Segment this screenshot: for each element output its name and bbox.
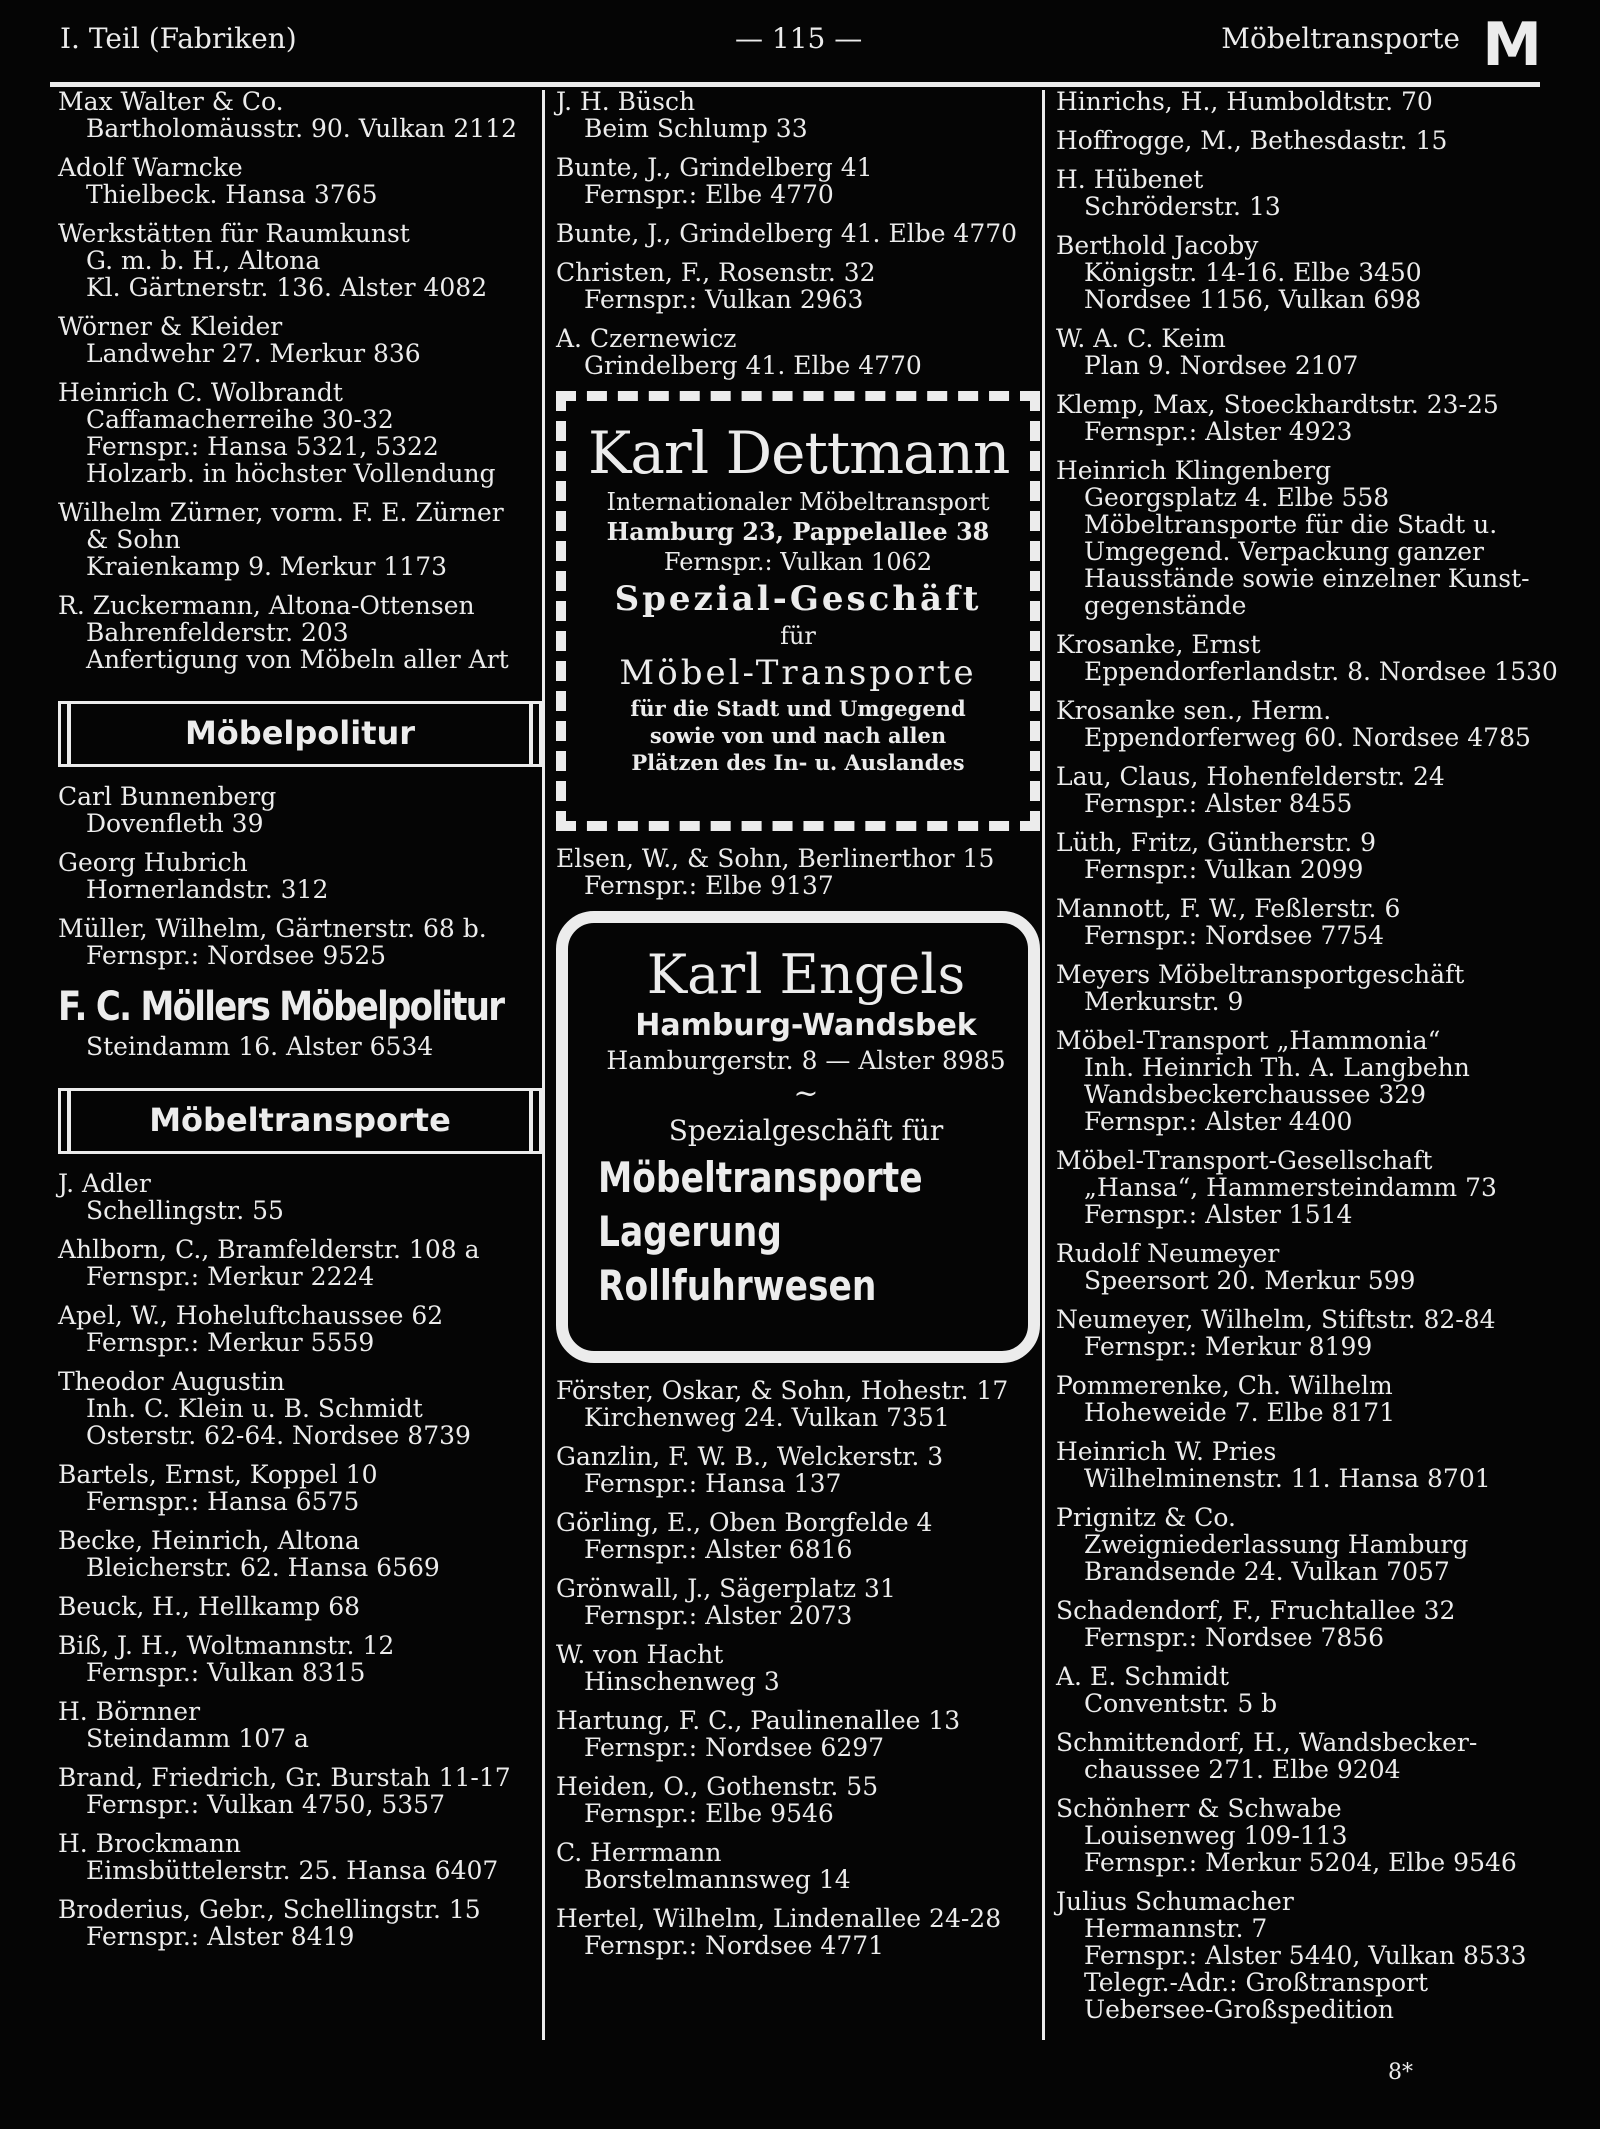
entry-name: Görling, E., Oben Borgfelde 4 [556, 1508, 933, 1537]
entry-detail: Hornerlandstr. 312 [86, 875, 329, 904]
directory-entry [1056, 391, 1556, 445]
entry-detail: Wandsbeckerchaussee 329 [1084, 1080, 1427, 1109]
entry-detail: gegenstände [1084, 591, 1247, 620]
entry-list [556, 845, 1040, 899]
moellers-title: F. C. Möllers Möbelpolitur [58, 984, 504, 1030]
entry-detail: Fernspr.: Elbe 9546 [584, 1799, 834, 1828]
directory-entry [1056, 895, 1556, 949]
ad-line: für die Stadt und Umgegend [630, 696, 966, 721]
entry-name: Grönwall, J., Sägerplatz 31 [556, 1574, 896, 1603]
entry-name: J. H. Büsch [556, 87, 696, 116]
directory-entry [58, 379, 542, 487]
entry-name: J. Adler [58, 1169, 151, 1198]
directory-entry [1056, 1372, 1556, 1426]
entry-detail: Anfertigung von Möbeln aller Art [86, 645, 509, 674]
entry-name: Werkstätten für Raumkunst [58, 219, 410, 248]
entry-name: H. Börnner [58, 1697, 201, 1726]
entry-detail: Eimsbüttelerstr. 25. Hansa 6407 [86, 1856, 499, 1885]
ad-karl-engels [556, 911, 1040, 1363]
directory-entry [1056, 232, 1556, 313]
entry-name: Max Walter & Co. [58, 87, 284, 116]
entry-name: Bunte, J., Grindelberg 41. Elbe 4770 [556, 219, 1018, 248]
swash-ornament-icon: ~ [793, 1076, 819, 1111]
entry-name: Christen, F., Rosenstr. 32 [556, 258, 876, 287]
entry-detail: Fernspr.: Hansa 6575 [86, 1487, 360, 1516]
directory-entry [58, 1368, 542, 1449]
entry-name: Wilhelm Zürner, vorm. F. E. Zürner [58, 498, 504, 527]
entry-detail: Fernspr.: Vulkan 2099 [1084, 855, 1364, 884]
directory-entry [1056, 697, 1556, 751]
entry-name: Wörner & Kleider [58, 312, 283, 341]
entry-list [58, 1170, 542, 1950]
directory-entry [1056, 1597, 1556, 1651]
entry-detail: Fernspr.: Alster 2073 [584, 1601, 853, 1630]
entry-detail: Osterstr. 62-64. Nordsee 8739 [86, 1421, 471, 1450]
entry-list [556, 88, 1040, 379]
column-rule-1 [542, 90, 545, 2040]
entry-detail: Eppendorferlandstr. 8. Nordsee 1530 [1084, 657, 1558, 686]
entry-detail: Grindelberg 41. Elbe 4770 [584, 351, 922, 380]
section-heading-moebeltransporte [58, 1088, 542, 1154]
directory-entry [556, 1641, 1040, 1695]
entry-detail: Landwehr 27. Merkur 836 [86, 339, 421, 368]
directory-entry [1056, 1663, 1556, 1717]
entry-detail: Fernspr.: Alster 1514 [1084, 1200, 1353, 1229]
section-heading-moebelpolitur [58, 701, 542, 767]
column-3 [1056, 88, 1556, 2035]
ad-line: Spezial-Geschäft [614, 579, 982, 619]
directory-entry [1056, 166, 1556, 220]
entry-detail: Umgegend. Verpackung ganzer [1084, 537, 1485, 566]
entry-name: Möbel-Transport-Gesellschaft [1056, 1146, 1433, 1175]
directory-entry [556, 1575, 1040, 1629]
directory-entry [58, 592, 542, 673]
entry-name: Becke, Heinrich, Altona [58, 1526, 360, 1555]
directory-entry [1056, 631, 1556, 685]
entry-detail: Speersort 20. Merkur 599 [1084, 1266, 1416, 1295]
entry-detail: Brandsende 24. Vulkan 7057 [1084, 1557, 1450, 1586]
entry-name: C. Herrmann [556, 1838, 722, 1867]
directory-entry [58, 1527, 542, 1581]
directory-entry [1056, 457, 1556, 619]
entry-detail: Uebersee-Großspedition [1084, 1995, 1394, 2024]
directory-entry [58, 499, 542, 580]
entry-detail: Fernspr.: Elbe 4770 [584, 180, 834, 209]
directory-entry [58, 849, 542, 903]
entry-detail: Fernspr.: Hansa 137 [584, 1469, 842, 1498]
entry-detail: Fernspr.: Vulkan 8315 [86, 1658, 366, 1687]
entry-detail: Georgsplatz 4. Elbe 558 [1084, 483, 1390, 512]
entry-detail: Nordsee 1156, Vulkan 698 [1084, 285, 1422, 314]
directory-entry [556, 220, 1040, 247]
ad-line: Fernspr.: Vulkan 1062 [663, 548, 933, 576]
entry-name: Hartung, F. C., Paulinenallee 13 [556, 1706, 961, 1735]
entry-list [1056, 88, 1556, 2023]
header-part-title: I. Teil (Fabriken) [60, 22, 297, 55]
entry-detail: Borstelmannsweg 14 [584, 1865, 851, 1894]
entry-detail: Kirchenweg 24. Vulkan 7351 [584, 1403, 950, 1432]
entry-detail: & Sohn [86, 525, 181, 554]
directory-entry [1056, 88, 1556, 115]
entry-name: Lau, Claus, Hohenfelderstr. 24 [1056, 762, 1445, 791]
entry-name: Berthold Jacoby [1056, 231, 1259, 260]
directory-entry [1056, 763, 1556, 817]
entry-name: Heinrich Klingenberg [1056, 456, 1332, 485]
directory-entry [58, 783, 542, 837]
entry-detail: Kraienkamp 9. Merkur 1173 [86, 552, 448, 581]
ad-company-name: Karl Dettmann [588, 419, 1010, 487]
entry-detail: Fernspr.: Merkur 5559 [86, 1328, 375, 1357]
ad-address: Hamburgerstr. 8 — Alster 8985 [606, 1046, 1006, 1075]
entry-name: W. von Hacht [556, 1640, 724, 1669]
entry-detail: Hinschenweg 3 [584, 1667, 780, 1696]
entry-detail: Fernspr.: Nordsee 7754 [1084, 921, 1385, 950]
directory-entry [1056, 1504, 1556, 1585]
entry-detail: Fernspr.: Nordsee 4771 [584, 1931, 885, 1960]
entry-detail: „Hansa“, Hammersteindamm 73 [1084, 1173, 1497, 1202]
entry-detail: Hoheweide 7. Elbe 8171 [1084, 1398, 1396, 1427]
entry-name: Ganzlin, F. W. B., Welckerstr. 3 [556, 1442, 944, 1471]
directory-entry [1056, 1306, 1556, 1360]
directory-entry [1056, 1888, 1556, 2023]
entry-name: Hinrichs, H., Humboldtstr. 70 [1056, 87, 1433, 116]
entry-name: Heiden, O., Gothenstr. 55 [556, 1772, 879, 1801]
entry-name: H. Brockmann [58, 1829, 242, 1858]
entry-name: Carl Bunnenberg [58, 782, 277, 811]
entry-name: Klemp, Max, Stoeckhardtstr. 23-25 [1056, 390, 1499, 419]
directory-entry [556, 259, 1040, 313]
entry-detail: Schellingstr. 55 [86, 1196, 284, 1225]
directory-entry [556, 325, 1040, 379]
entry-name: Adolf Warncke [58, 153, 243, 182]
entry-name: Julius Schumacher [1056, 1887, 1294, 1916]
entry-list [58, 783, 542, 969]
entry-detail: Fernspr.: Alster 8419 [86, 1922, 355, 1951]
directory-entry [1056, 1027, 1556, 1135]
entry-detail: Conventstr. 5 b [1084, 1689, 1278, 1718]
entry-name: Schmittendorf, H., Wandsbecker- [1056, 1728, 1478, 1757]
entry-detail: Fernspr.: Nordsee 9525 [86, 941, 387, 970]
directory-entry [556, 1443, 1040, 1497]
directory-entry [1056, 1240, 1556, 1294]
entry-name: Förster, Oskar, & Sohn, Hohestr. 17 [556, 1376, 1009, 1405]
directory-entry [556, 1839, 1040, 1893]
directory-entry [556, 1905, 1040, 1959]
directory-entry [556, 1509, 1040, 1563]
directory-entry [58, 1170, 542, 1224]
entry-name: Schönherr & Schwabe [1056, 1794, 1342, 1823]
entry-detail: Möbeltransporte für die Stadt u. [1084, 510, 1498, 539]
column-1 [58, 88, 542, 1962]
entry-detail: Fernspr.: Merkur 5204, Elbe 9546 [1084, 1848, 1517, 1877]
ad-service: Lagerung [598, 1207, 782, 1256]
directory-entry [58, 220, 542, 301]
entry-detail: Bahrenfelderstr. 203 [86, 618, 349, 647]
directory-entry [1056, 1729, 1556, 1783]
ad-line: für [780, 622, 816, 650]
entry-name: Heinrich C. Wolbrandt [58, 378, 343, 407]
directory-entry [1056, 127, 1556, 154]
entry-detail: Inh. Heinrich Th. A. Langbehn [1084, 1053, 1470, 1082]
directory-entry [1056, 1438, 1556, 1492]
entry-name: Krosanke, Ernst [1056, 630, 1261, 659]
entry-name: Heinrich W. Pries [1056, 1437, 1277, 1466]
entry-detail: Zweigniederlassung Hamburg [1084, 1530, 1469, 1559]
entry-name: A. E. Schmidt [1056, 1662, 1230, 1691]
entry-detail: Fernspr.: Alster 4923 [1084, 417, 1353, 446]
ad-location: Hamburg-Wandsbek [635, 1008, 977, 1043]
directory-entry [556, 1377, 1040, 1431]
entry-list [556, 1377, 1040, 1959]
entry-name: Bartels, Ernst, Koppel 10 [58, 1460, 378, 1489]
signature-mark: 8* [1388, 2060, 1413, 2085]
entry-name: Prignitz & Co. [1056, 1503, 1236, 1532]
entry-detail: Fernspr.: Vulkan 4750, 5357 [86, 1790, 445, 1819]
entry-name: Bunte, J., Grindelberg 41 [556, 153, 873, 182]
directory-entry [58, 313, 542, 367]
entry-detail: Fernspr.: Alster 6816 [584, 1535, 853, 1564]
entry-detail: G. m. b. H., Altona [86, 246, 321, 275]
ad-service: Möbeltransporte [598, 1153, 923, 1202]
entry-name: Brand, Friedrich, Gr. Burstah 11-17 [58, 1763, 511, 1792]
entry-name: A. Czernewicz [556, 324, 737, 353]
directory-entry [556, 154, 1040, 208]
directory-entry [556, 88, 1040, 142]
entry-detail: Hermannstr. 7 [1084, 1914, 1268, 1943]
entry-detail: Plan 9. Nordsee 2107 [1084, 351, 1359, 380]
entry-name: W. A. C. Keim [1056, 324, 1226, 353]
entry-detail: Fernspr.: Hansa 5321, 5322 [86, 432, 439, 461]
entry-detail: Eppendorferweg 60. Nordsee 4785 [1084, 723, 1531, 752]
entry-name: Lüth, Fritz, Güntherstr. 9 [1056, 828, 1377, 857]
entry-detail: Beim Schlump 33 [584, 114, 808, 143]
directory-entry [58, 154, 542, 208]
entry-detail: Fernspr.: Vulkan 2963 [584, 285, 864, 314]
column-2 [556, 88, 1040, 1971]
directory-entry [58, 1632, 542, 1686]
directory-entry [58, 88, 542, 142]
entry-detail: Königstr. 14-16. Elbe 3450 [1084, 258, 1422, 287]
entry-name: Elsen, W., & Sohn, Berlinerthor 15 [556, 844, 995, 873]
entry-detail: Fernspr.: Nordsee 6297 [584, 1733, 885, 1762]
entry-name: Ahlborn, C., Bramfelderstr. 108 a [58, 1235, 480, 1264]
entry-name: Möbel-Transport „Hammonia“ [1056, 1026, 1441, 1055]
directory-entry [58, 1236, 542, 1290]
entry-name: R. Zuckermann, Altona-Ottensen [58, 591, 475, 620]
directory-entry [1056, 1795, 1556, 1876]
ad-service: Rollfuhrwesen [598, 1261, 877, 1310]
entry-name: Meyers Möbeltransportgeschäft [1056, 960, 1465, 989]
moellers-address: Steindamm 16. Alster 6534 [86, 1032, 434, 1061]
entry-detail: Steindamm 107 a [86, 1724, 309, 1753]
ad-line: Plätzen des In- u. Auslandes [631, 750, 965, 775]
entry-detail: Thielbeck. Hansa 3765 [86, 180, 378, 209]
entry-name: Mannott, F. W., Feßlerstr. 6 [1056, 894, 1401, 923]
entry-detail: Inh. C. Klein u. B. Schmidt [86, 1394, 423, 1423]
ad-line: sowie von und nach allen [649, 723, 947, 748]
entry-name: Biß, J. H., Woltmannstr. 12 [58, 1631, 395, 1660]
entry-list [58, 88, 542, 673]
entry-detail: Bartholomäusstr. 90. Vulkan 2112 [86, 114, 517, 143]
entry-detail: Merkurstr. 9 [1084, 987, 1244, 1016]
entry-detail: Fernspr.: Alster 5440, Vulkan 8533 [1084, 1941, 1527, 1970]
directory-entry [556, 1707, 1040, 1761]
index-letter: M [1482, 10, 1542, 80]
entry-name: Rudolf Neumeyer [1056, 1239, 1280, 1268]
entry-name: Neumeyer, Wilhelm, Stiftstr. 82-84 [1056, 1305, 1496, 1334]
entry-name: Georg Hubrich [58, 848, 248, 877]
entry-name: Hoffrogge, M., Bethesdastr. 15 [1056, 126, 1448, 155]
directory-entry [556, 1773, 1040, 1827]
entry-detail: Fernspr.: Alster 4400 [1084, 1107, 1353, 1136]
entry-detail: Louisenweg 109-113 [1084, 1821, 1348, 1850]
entry-name: Krosanke sen., Herm. [1056, 696, 1332, 725]
directory-entry [58, 1302, 542, 1356]
entry-name: Theodor Augustin [58, 1367, 285, 1396]
section-heading-text: Möbelpolitur [184, 714, 416, 752]
directory-entry [58, 1896, 542, 1950]
entry-detail: Telegr.-Adr.: Großtransport [1084, 1968, 1429, 1997]
ad-specialty: Spezialgeschäft für [668, 1114, 944, 1147]
directory-entry [556, 845, 1040, 899]
entry-detail: Wilhelminenstr. 11. Hansa 8701 [1084, 1464, 1491, 1493]
entry-name: Pommerenke, Ch. Wilhelm [1056, 1371, 1393, 1400]
header-category: Möbeltransporte [1221, 22, 1460, 55]
entry-detail: Bleicherstr. 62. Hansa 6569 [86, 1553, 440, 1582]
directory-entry [58, 1830, 542, 1884]
directory-entry [58, 1461, 542, 1515]
directory-entry [1056, 325, 1556, 379]
section-heading-text: Möbeltransporte [149, 1101, 451, 1139]
entry-name: Beuck, H., Hellkamp 68 [58, 1592, 361, 1621]
entry-detail: Fernspr.: Nordsee 7856 [1084, 1623, 1385, 1652]
entry-name: Müller, Wilhelm, Gärtnerstr. 68 b. [58, 914, 487, 943]
directory-entry [58, 1593, 542, 1620]
entry-name: Broderius, Gebr., Schellingstr. 15 [58, 1895, 481, 1924]
entry-name: H. Hübenet [1056, 165, 1204, 194]
entry-detail: Dovenfleth 39 [86, 809, 264, 838]
entry-detail: Fernspr.: Merkur 2224 [86, 1262, 375, 1291]
entry-detail: Holzarb. in höchster Vollendung [86, 459, 496, 488]
directory-entry [1056, 961, 1556, 1015]
ad-company-name: Karl Engels [646, 943, 966, 1006]
entry-detail: Caffamacherreihe 30-32 [86, 405, 394, 434]
entry-detail: Fernspr.: Alster 8455 [1084, 789, 1353, 818]
ad-karl-dettmann [556, 391, 1040, 831]
ad-line: Internationaler Möbeltransport [606, 488, 990, 516]
entry-detail: Fernspr.: Merkur 8199 [1084, 1332, 1373, 1361]
moellers-listing [58, 981, 542, 1060]
directory-entry [58, 1764, 542, 1818]
directory-entry [1056, 1147, 1556, 1228]
entry-name: Apel, W., Hoheluftchaussee 62 [58, 1301, 444, 1330]
page-number: — 115 — [735, 22, 863, 55]
directory-entry [1056, 829, 1556, 883]
entry-detail: Hausstände sowie einzelner Kunst- [1084, 564, 1530, 593]
entry-name: Schadendorf, F., Fruchtallee 32 [1056, 1596, 1456, 1625]
entry-detail: chaussee 271. Elbe 9204 [1084, 1755, 1401, 1784]
column-rule-2 [1042, 90, 1045, 2040]
directory-entry [58, 1698, 542, 1752]
entry-detail: Fernspr.: Elbe 9137 [584, 871, 834, 900]
entry-detail: Kl. Gärtnerstr. 136. Alster 4082 [86, 273, 488, 302]
directory-entry [58, 915, 542, 969]
entry-name: Hertel, Wilhelm, Lindenallee 24-28 [556, 1904, 1002, 1933]
entry-detail: Schröderstr. 13 [1084, 192, 1281, 221]
ad-line: Möbel-Transporte [619, 653, 977, 693]
ad-line: Hamburg 23, Pappelallee 38 [606, 517, 990, 546]
